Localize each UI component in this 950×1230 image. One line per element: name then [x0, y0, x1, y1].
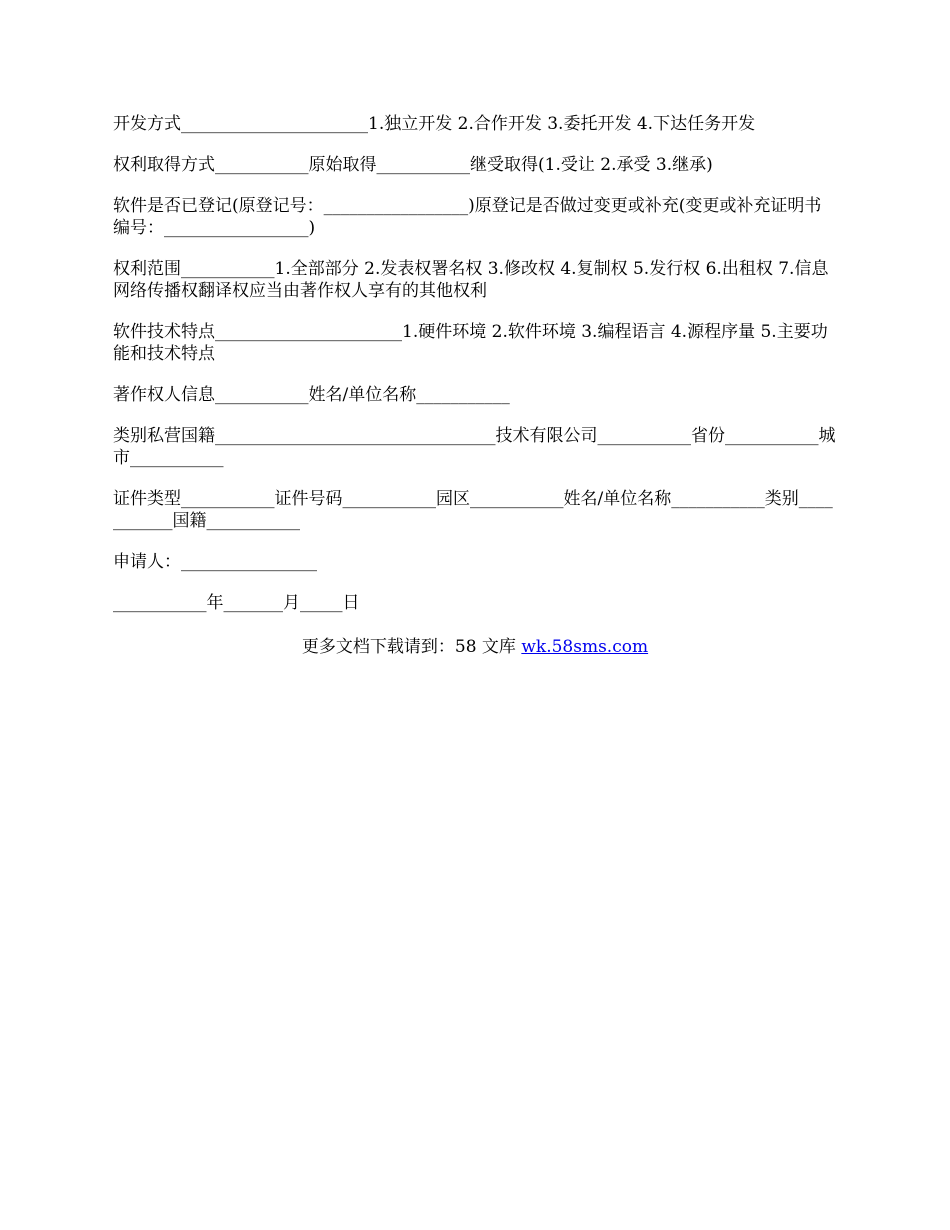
- document-body: [113, 113, 838, 633]
- category-nationality-line: 类别私营国籍_________________________________技术有限公司___________省份___________城市___________: [113, 426, 836, 468]
- rights-acquisition-line: 权利取得方式___________原始取得___________继受取得(1.受让 2.承受 3.继承): [113, 155, 713, 175]
- development-method-line: 开发方式______________________1.独立开发 2.合作开发 3.委托开发 4.下达任务开发: [113, 114, 756, 134]
- applicant-line: 申请人：________________: [113, 552, 317, 572]
- rights-scope-line: 权利范围___________1.全部部分 2.发表权署名权 3.修改权 4.复制权 5.发行权 6.出租权 7.信息网络传播权翻译权应当由著作权人享有的其他权利: [113, 259, 829, 301]
- technical-features-line: 软件技术特点______________________1.硬件环境 2.软件环境 3.编程语言 4.源程序量 5.主要功能和技术特点: [113, 322, 828, 364]
- footer-text: 更多文档下载请到：58 文库: [301, 637, 522, 657]
- certificate-line: 证件类型___________证件号码___________园区___________姓名/单位名称___________类别___________国籍___________: [113, 489, 833, 531]
- registration-status-line: 软件是否已登记(原登记号：_________________)原登记是否做过变更或补充(变更或补充证明书编号：_________________): [113, 196, 822, 238]
- copyright-owner-line: 著作权人信息___________姓名/单位名称___________: [113, 385, 510, 405]
- date-line: ___________年_______月_____日: [113, 593, 360, 613]
- footer: [0, 636, 950, 658]
- footer-link[interactable]: wk.58sms.com: [521, 637, 649, 657]
